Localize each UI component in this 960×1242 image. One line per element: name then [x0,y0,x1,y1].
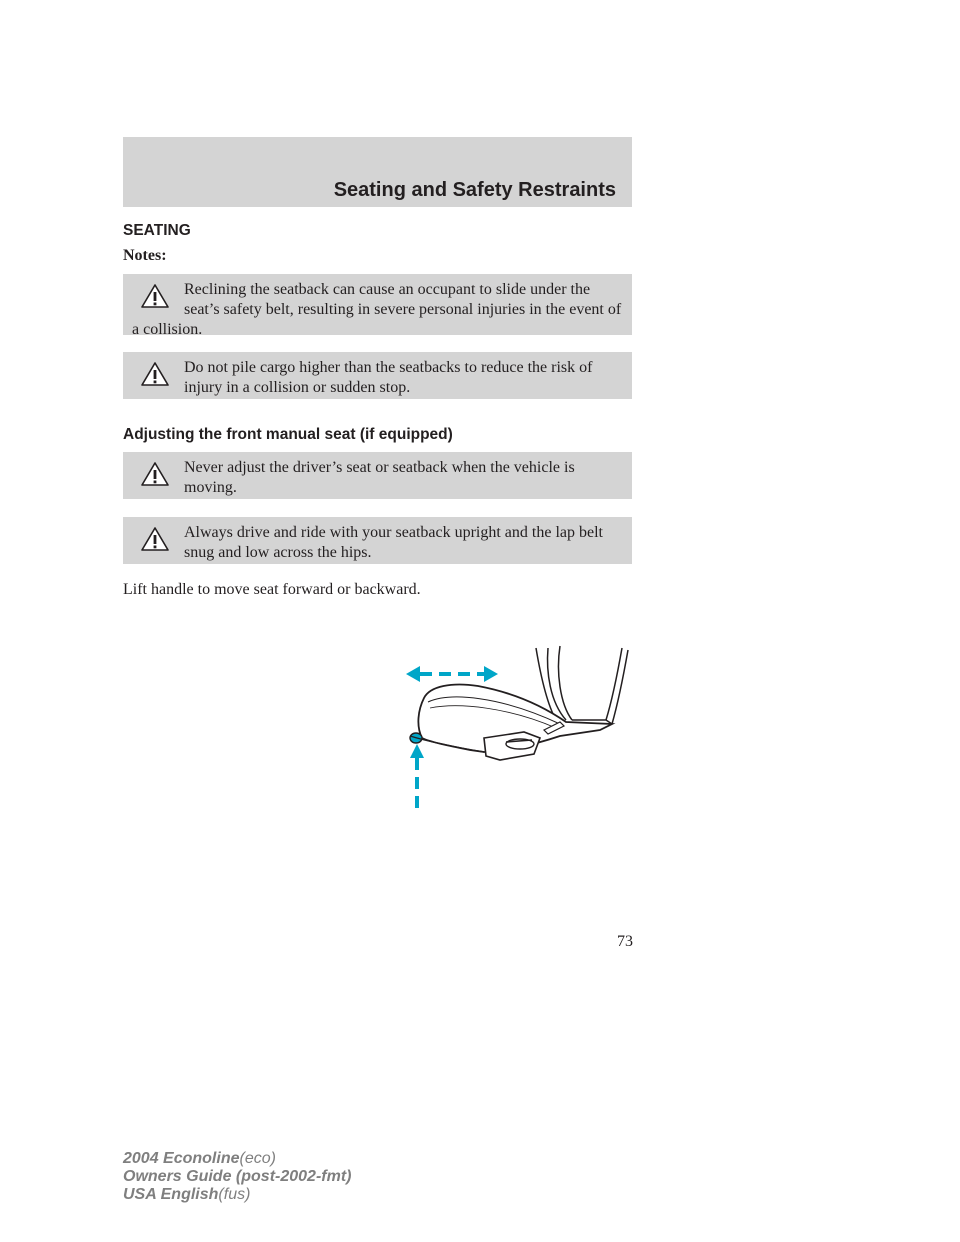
warning-box [123,452,632,499]
page-number: 73 [617,933,633,950]
section-title: SEATING [123,222,191,239]
footer-language: USA English [123,1186,219,1203]
subsection-title: Adjusting the front manual seat (if equipped) [123,426,453,443]
warning-triangle-icon [140,526,170,552]
notes-label: Notes: [123,247,167,264]
header-band [123,137,632,207]
footer-model-code: (eco) [239,1150,276,1167]
warning-text: Always drive and ride with your seatback upright and the lap belt snug and low across the hips. [184,524,603,561]
warning-triangle-icon [140,283,170,309]
warning-box [123,274,632,338]
warning-text: Do not pile cargo higher than the seatbacks to reduce the risk of injury in a collision or sudden stop. [184,359,593,396]
page-header-title: Seating and Safety Restraints [333,179,616,201]
seat-illustration [400,612,640,812]
document-footer [123,1150,351,1204]
warning-text: Never adjust the driver’s seat or seatback when the vehicle is moving. [184,459,575,496]
footer-language-code: (fus) [218,1186,251,1203]
lift-arrow [410,744,424,808]
warning-box [123,517,632,564]
body-text: Lift handle to move seat forward or backward. [123,581,421,598]
fore-aft-arrow [406,666,498,682]
footer-model: 2004 Econoline [123,1150,240,1167]
warning-triangle-icon [140,461,170,487]
footer-guide: Owners Guide (post-2002-fmt) [123,1168,352,1185]
warning-text: Reclining the seatback can cause an occupant to slide under the seat’s safety belt, resulting in severe personal injuries in the event of a collision. [132,281,622,338]
warning-triangle-icon [140,361,170,387]
warning-box [123,352,632,399]
